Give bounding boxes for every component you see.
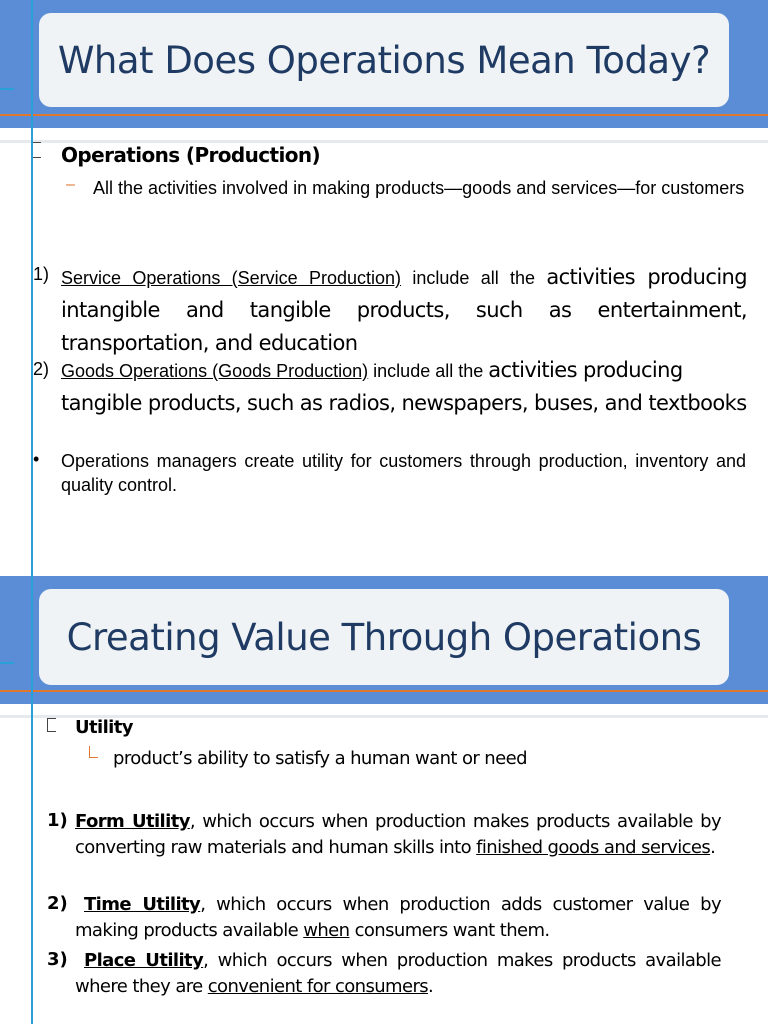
numbered-item [75, 809, 721, 861]
title-box [39, 13, 729, 107]
main-bullet-sub: All the activities involved in making products—goods and services—for customers [93, 178, 745, 198]
title-box [39, 589, 729, 685]
item-text: include all the [368, 361, 489, 381]
numbered-item [75, 892, 721, 944]
item-text: , which occurs when production adds customer value by making products available [75, 894, 721, 941]
main-bullet-sub: product’s ability to satisfy a human want or need [113, 748, 527, 769]
header-accent-line [0, 114, 768, 116]
main-bullet-label: Operations (Production) [61, 143, 321, 167]
header-accent-line [0, 690, 768, 692]
item-text: . [428, 976, 434, 997]
numbered-item [61, 262, 747, 361]
item-term: Service Operations (Service Production) [61, 268, 402, 288]
numbered-item [75, 948, 721, 1000]
guide-tick [0, 662, 14, 664]
dash-icon: – [66, 176, 75, 193]
item-text: , which occurs when production makes products available where they are [75, 950, 722, 997]
slide-title: Creating Value Through Operations [66, 615, 702, 659]
item-link: convenient for consumers [207, 976, 429, 997]
item-text: include all the [401, 268, 547, 288]
item-number: 2) [33, 359, 50, 379]
item-number: 3) [47, 949, 68, 970]
bullet-text: Operations managers create utility for customers through production, inventory and quality control. [61, 451, 746, 495]
item-term: Goods Operations (Goods Production) [61, 361, 369, 381]
bullet-icon: • [33, 449, 40, 469]
item-link: when [303, 920, 350, 941]
slide-title: What Does Operations Mean Today? [57, 38, 711, 82]
item-term: Time Utility [84, 894, 201, 915]
item-term: Place Utility [84, 950, 204, 971]
item-number: 2) [47, 893, 68, 914]
item-term: Form Utility [75, 811, 190, 832]
numbered-item [61, 355, 761, 421]
item-text: activities producing tangible products, such as radios, newspapers, buses, and textbooks [61, 358, 747, 415]
item-text: activities producing intangible and tangible products, such as entertainment, transportation, and education [61, 265, 747, 355]
item-number: 1) [47, 810, 68, 831]
guide-line [31, 0, 33, 1024]
square-bullet-icon [47, 718, 56, 732]
guide-tick [0, 88, 14, 90]
item-text: , which occurs when production makes products available by converting raw materials and human skills into [75, 811, 722, 858]
item-number: 1) [33, 264, 50, 284]
item-text: . [710, 837, 716, 858]
main-bullet-label: Utility [75, 717, 133, 738]
sub-bullet-icon [89, 746, 98, 758]
slide-creating-value [0, 576, 768, 1024]
item-text: consumers want them. [349, 920, 550, 941]
item-link: finished goods and services [476, 837, 711, 858]
